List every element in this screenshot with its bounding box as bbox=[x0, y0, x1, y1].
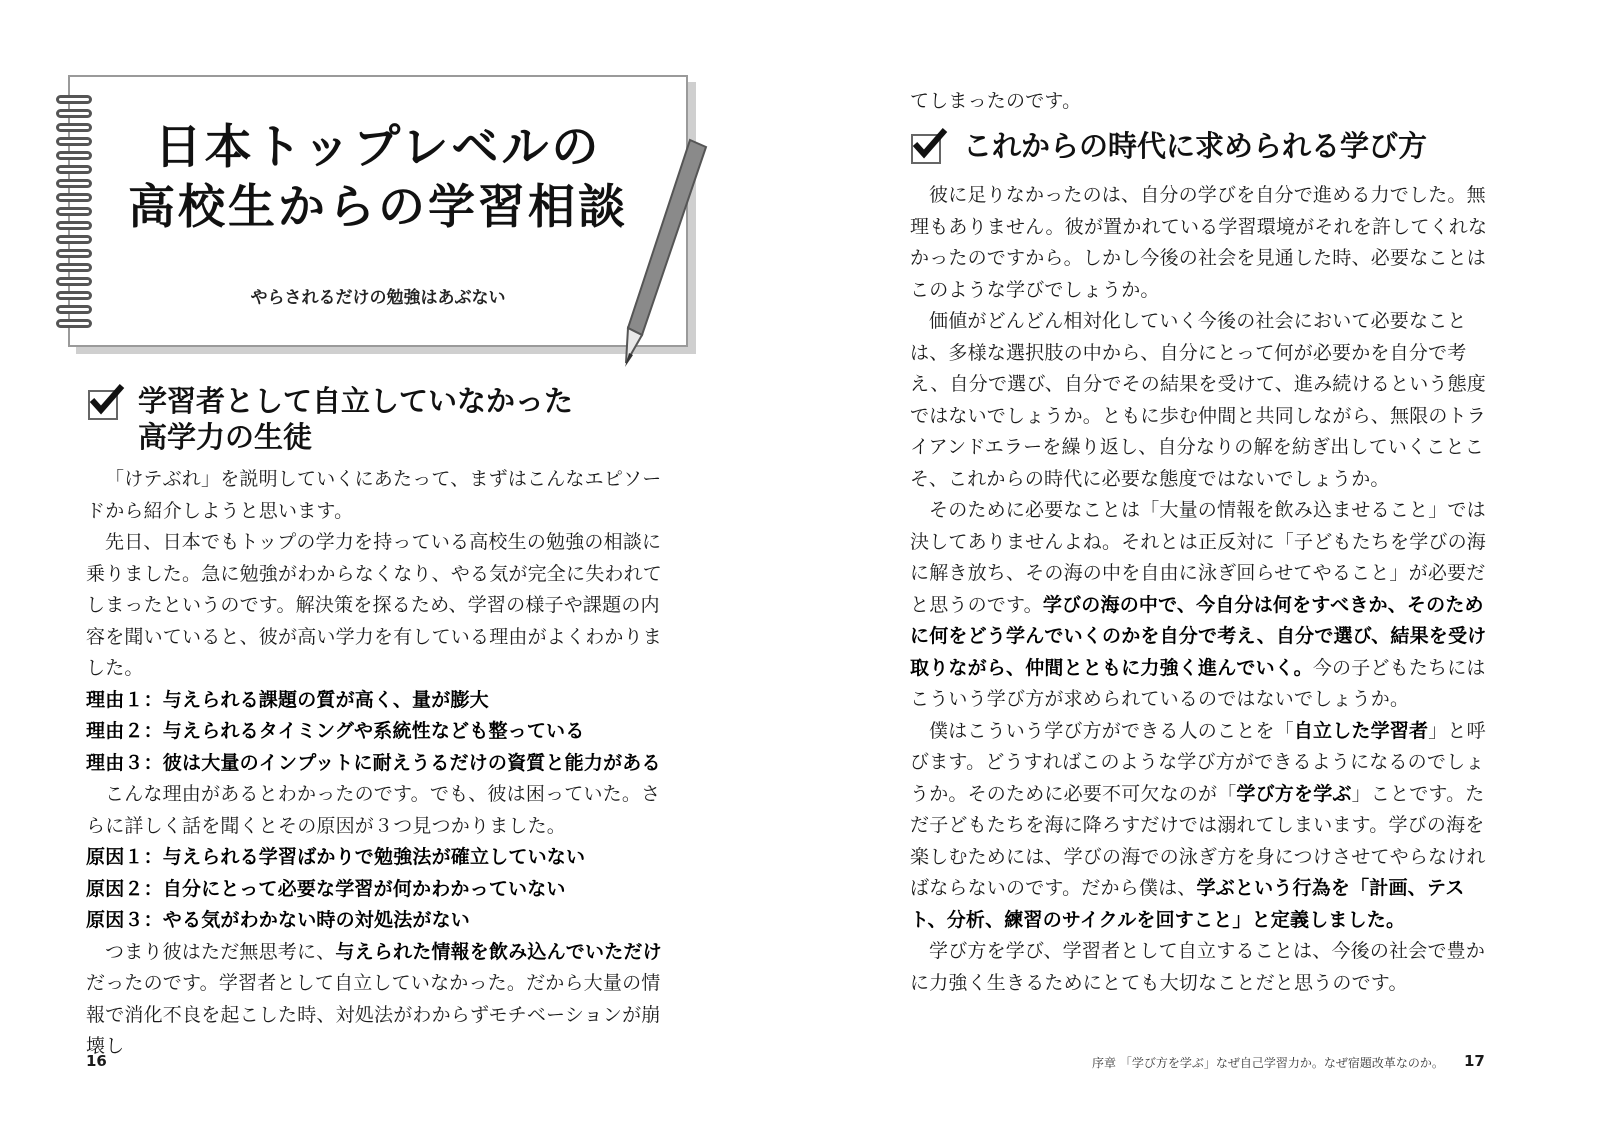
section-checkbox-icon bbox=[911, 134, 941, 164]
cause-item: 原因３：やる気がわかない時の対処法がない bbox=[86, 909, 471, 931]
pencil-icon bbox=[620, 135, 720, 375]
paragraph: そのために必要なことは「大量の情報を飲み込ませること」では決してありませんよね。それとは正反対に「子どもたちを学びの海に解き放ち、その海の中を自由に泳ぎ回らせてやること」が必要だと思うのです。学びの海の中で、今自分は何をすべきか、そのために何をどう学んでいくのかを自分で考え、自分で選び、結果を受け取りながら、仲間とともに力強く進んでいく。今の子どもたちにはこういう学び方が求められているのではないでしょうか。 bbox=[910, 499, 1487, 710]
paragraph: 僕はこういう学び方ができる人のことを「自立した学習者」と呼びます。どうすればこのような学び方ができるようになるのでしょうか。そのために必要不可欠なのが「学び方を学ぶ」ことです。ただ子どもたちを海に降ろすだけでは溺れてしまいます。学びの海を楽しむためには、学びの海での泳ぎ方を身につけさせてやらなければならないのです。だから僕は、学ぶという行為を「計画、テスト、分析、練習のサイクルを回すこと」と定義しました。 bbox=[910, 719, 1486, 931]
section-heading-1-line1: 学習者として自立していなかった bbox=[138, 384, 574, 418]
cause-item: 原因２：自分にとって必要な学習が何かわかっていない bbox=[86, 877, 566, 900]
paragraph: 価値がどんどん相対化していく今後の社会において必要なことは、多様な選択肢の中から、自分にとって何が必要かを自分で考え、自分で選び、自分でその結果を受けて、進み続けるという態度ではないでしょうか。ともに歩む仲間と共同しながら、無限のトライアンドエラーを繰り返し、自分なりの解を紡ぎ出していくことこそ、これからの時代に必要な態度ではないでしょうか。 bbox=[910, 310, 1487, 490]
right-page bbox=[800, 0, 1600, 1135]
paragraph: 先日、日本でもトップの学力を持っている高校生の勉強の相談に乗りました。急に勉強がわからなくなり、やる気が完全に失われてしまったというのです。解決策を探るため、学習の様子や課題の内容を聞いていると、彼が高い学力を有している理由がよくわかりました。 bbox=[86, 531, 663, 679]
page-number-right: 17 bbox=[1464, 1052, 1485, 1070]
paragraph: 彼に足りなかったのは、自分の学びを自分で進める力でした。無理もありません。彼が置かれている学習環境がそれを許してくれなかったのですから。しかし今後の社会を見通した時、必要なことはこのような学びでしょうか。 bbox=[910, 184, 1488, 301]
page-number-left: 16 bbox=[86, 1052, 107, 1070]
left-body-text bbox=[86, 464, 666, 1063]
chapter-title-line2: 高校生からの学習相談 bbox=[128, 180, 628, 235]
paragraph: 「けテぶれ」を説明していくにあたって、まずはこんなエピソードから紹介しようと思います。 bbox=[86, 468, 662, 522]
reason-item: 理由１：与えられる課題の質が高く、量が膨大 bbox=[86, 688, 489, 711]
section-heading-1 bbox=[138, 383, 573, 455]
paragraph: 学び方を学び、学習者として自立することは、今後の社会で豊かに力強く生きるためにとても大切なことだと思うのです。 bbox=[910, 940, 1486, 994]
section-heading-2: これからの時代に求められる学び方 bbox=[963, 129, 1428, 163]
reason-item: 理由２：与えられるタイミングや系統性なども整っている bbox=[86, 720, 585, 742]
running-head: 序章 「学び方を学ぶ」なぜ自己学習力か。なぜ宿題改革なのか。 bbox=[1092, 1056, 1444, 1070]
paragraph: つまり彼はただ無思考に、与えられた情報を飲み込んでいただけだったのです。学習者として自立していなかった。だから大量の情報で消化不良を起こした時、対処法がわからずモチベーションが崩壊し bbox=[86, 940, 662, 1057]
reason-item: 理由３：彼は大量のインプットに耐えうるだけの資質と能力がある bbox=[86, 751, 661, 774]
chapter-subtitle: やらされるだけの勉強はあぶない bbox=[250, 288, 506, 308]
chapter-title-line1: 日本トップレベルの bbox=[154, 120, 602, 175]
right-body-text bbox=[910, 180, 1490, 999]
continuation-text: てしまったのです。 bbox=[910, 90, 1082, 112]
section-checkbox-icon bbox=[88, 390, 118, 420]
cause-item: 原因１：与えられる学習ばかりで勉強法が確立していない bbox=[86, 846, 586, 868]
paragraph: こんな理由があるとわかったのです。でも、彼は困っていた。さらに詳しく話を聞くとその原因が３つ見つかりました。 bbox=[86, 783, 661, 837]
chapter-title bbox=[68, 118, 688, 238]
section-heading-1-line2: 高学力の生徒 bbox=[138, 420, 313, 454]
